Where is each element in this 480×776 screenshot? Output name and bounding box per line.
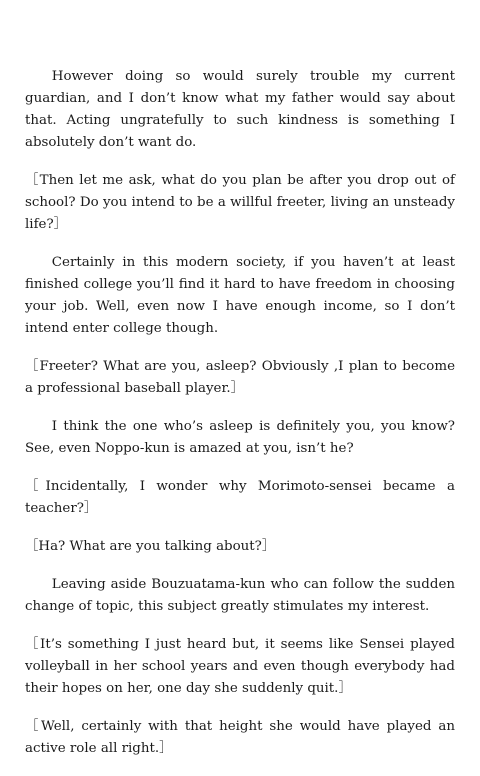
document-body xyxy=(25,66,460,776)
narration-paragraph: Leaving aside Bouzuatama-kun who can follow the sudden change of topic, this subject greatly stimulates my interest. xyxy=(25,577,460,614)
narration-paragraph: Certainly in this modern society, if you haven’t at least finished college you’ll find it hard to have freedom in choosing your job. Well, even now I have enough income, so I don’t intend enter college though. xyxy=(25,255,460,336)
narration-paragraph: However doing so would surely trouble my current guardian, and I don’t know what my father would say about that. Acting ungratefully to such kindness is something I absolutely don’t want do. xyxy=(25,69,460,150)
dialogue-paragraph: ［Well, certainly with that height she would have played an active role all right.］ xyxy=(25,719,460,756)
dialogue-paragraph: ［Ha? What are you talking about?］ xyxy=(25,539,276,554)
dialogue-paragraph: ［It’s something I just heard but, it seems like Sensei played volleyball in her school years and even though everybody had their hopes on her, one day she suddenly quit.］ xyxy=(25,637,460,696)
dialogue-paragraph: ［Freeter? What are you, asleep? Obviously ,I plan to become a professional baseball player.］ xyxy=(25,359,460,396)
narration-paragraph: I think the one who’s asleep is definitely you, you know? See, even Noppo-kun is amazed at you, isn’t he? xyxy=(25,419,460,456)
dialogue-paragraph: ［Incidentally, I wonder why Morimoto-sensei became a teacher?］ xyxy=(25,479,460,516)
dialogue-paragraph: ［Then let me ask, what do you plan be after you drop out of school? Do you intend to be a willful freeter, living an unsteady life?］ xyxy=(25,173,460,232)
